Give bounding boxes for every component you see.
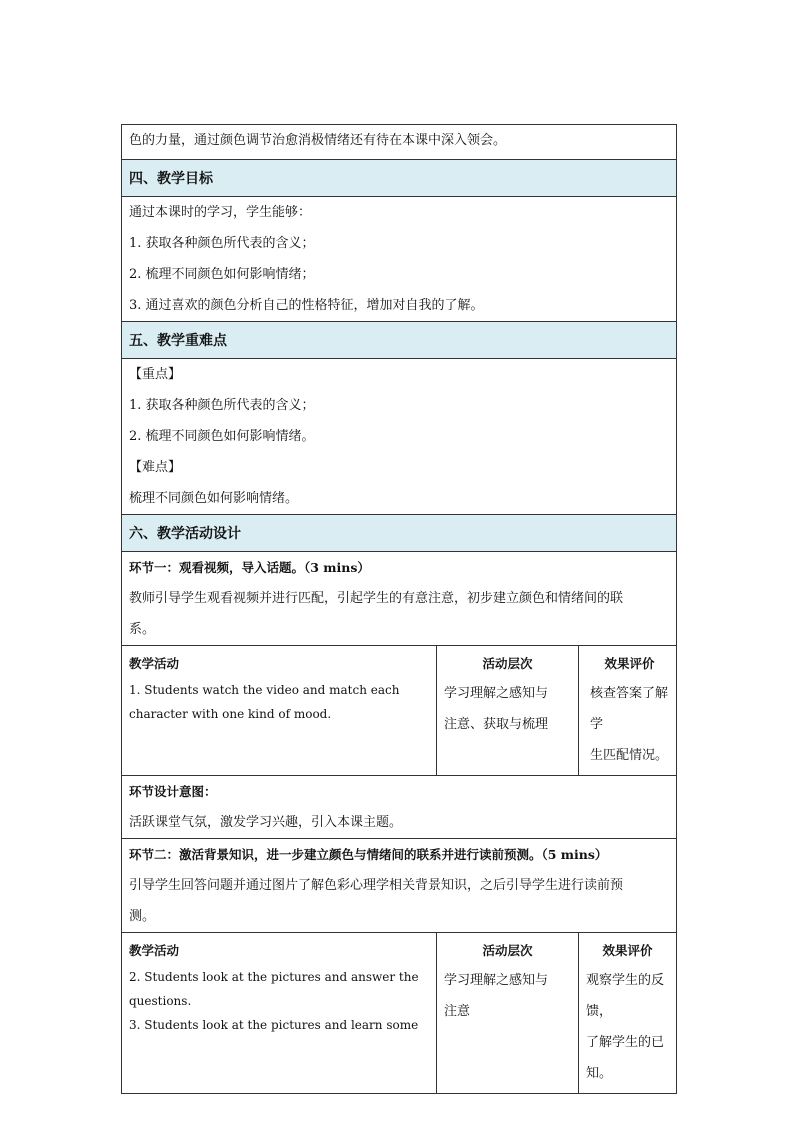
- section5-body: [122, 359, 677, 515]
- stage1-title: 环节一：观看视频，导入话题。（3 mins）: [129, 560, 370, 575]
- eval-text: 了解学生的已知。: [586, 1035, 665, 1081]
- section4-title: 四、教学目标: [122, 160, 677, 197]
- activity-text: 2. Students look at the pictures and answer the: [129, 970, 419, 984]
- intro-cell: [122, 125, 677, 160]
- stage2-desc: 引导学生回答问题并通过图片了解色彩心理学相关背景知识，之后引导学生进行读前预: [129, 878, 624, 893]
- lesson-plan-table: [121, 124, 677, 1094]
- key-label: 【重点】: [129, 367, 182, 382]
- stage2-desc: 测。: [129, 909, 156, 924]
- stage1-header-cell: [122, 552, 677, 646]
- eval-text: 观察学生的反馈，: [586, 973, 665, 1019]
- level-header: 活动层次: [482, 943, 533, 958]
- stage2-header-cell: [122, 839, 677, 933]
- activity-header: 教学活动: [129, 656, 180, 671]
- stage2-activity-table: [122, 933, 676, 1093]
- activity-text: questions.: [129, 994, 192, 1008]
- activity-text: 3. Students look at the pictures and learn some: [129, 1018, 419, 1032]
- stage2-activity-col: [122, 933, 437, 1093]
- level-text: 注意: [444, 1004, 471, 1019]
- objective-intro: 通过本课时的学习，学生能够：: [129, 205, 312, 220]
- level-text: 学习理解之感知与: [444, 686, 549, 701]
- stage1-level-col: [437, 646, 579, 775]
- section4-body: [122, 197, 677, 322]
- difficulty-label: 【难点】: [129, 460, 182, 475]
- section5-title: 五、教学重难点: [122, 322, 677, 359]
- stage1-intent-label: 环节设计意图：: [129, 784, 217, 799]
- objective-item: 2. 梳理不同颜色如何影响情绪；: [129, 267, 315, 282]
- level-header: 活动层次: [482, 656, 533, 671]
- document-page: [121, 124, 677, 1094]
- section6-title: 六、教学活动设计: [122, 515, 677, 552]
- stage1-activity-col: [122, 646, 437, 775]
- eval-text: 核查答案了解学: [590, 686, 669, 732]
- stage1-intent-cell: [122, 776, 677, 839]
- activity-text: 1. Students watch the video and match each: [129, 683, 400, 697]
- stage2-level-col: [437, 933, 579, 1093]
- objective-item: 3. 通过喜欢的颜色分析自己的性格特征，增加对自我的了解。: [129, 298, 484, 313]
- eval-text: 生匹配情况。: [590, 748, 669, 763]
- objective-item: 1. 获取各种颜色所代表的含义；: [129, 236, 315, 251]
- key-item: 2. 梳理不同颜色如何影响情绪。: [129, 429, 315, 444]
- difficulty-item: 梳理不同颜色如何影响情绪。: [129, 491, 299, 506]
- level-text: 学习理解之感知与: [444, 973, 549, 988]
- stage1-desc: 教师引导学生观看视频并进行匹配，引起学生的有意注意，初步建立颜色和情绪间的联: [129, 591, 624, 606]
- stage1-intent-text: 活跃课堂气氛，激发学习兴趣，引入本课主题。: [129, 815, 403, 830]
- stage1-eval-col: [579, 646, 677, 775]
- eval-header: 效果评价: [602, 943, 653, 958]
- stage2-activity-cell: [122, 933, 677, 1094]
- activity-text: character with one kind of mood.: [129, 707, 332, 721]
- stage1-activity-table: [122, 646, 676, 775]
- intro-line: 色的力量，通过颜色调节治愈消极情绪还有待在本课中深入领会。: [129, 133, 507, 148]
- stage1-desc: 系。: [129, 622, 156, 637]
- level-text: 注意、获取与梳理: [444, 717, 549, 732]
- key-item: 1. 获取各种颜色所代表的含义；: [129, 398, 315, 413]
- stage2-eval-col: [579, 933, 677, 1093]
- stage1-activity-cell: [122, 646, 677, 776]
- stage2-title: 环节二：激活背景知识，进一步建立颜色与情绪间的联系并进行读前预测。（5 mins）: [129, 847, 608, 862]
- eval-header: 效果评价: [604, 656, 655, 671]
- activity-header: 教学活动: [129, 943, 180, 958]
